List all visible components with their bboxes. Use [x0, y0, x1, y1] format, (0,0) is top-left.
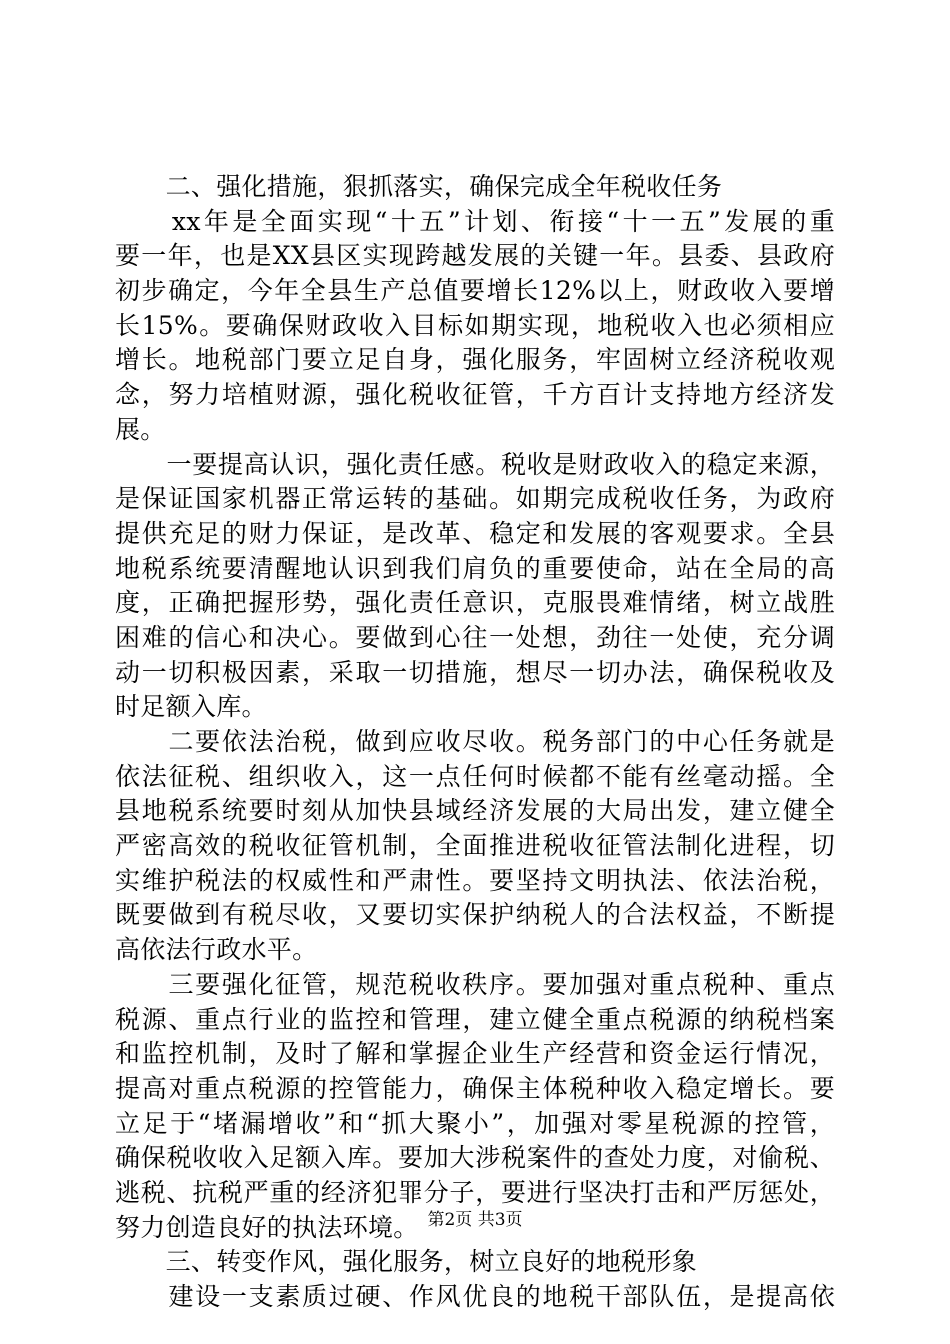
text-line: 依法征税、组织收入，这一点任何时候都不能有丝毫动摇。全	[115, 761, 835, 791]
text-line: 度，正确把握形势，强化责任意识，克服畏难情绪，树立战胜	[115, 588, 835, 618]
text-line: 是保证国家机器正常运转的基础。如期完成税收任务，为政府	[115, 484, 835, 514]
text-line: 要一年，也是XX县区实现跨越发展的关键一年。县委、县政府	[115, 241, 835, 271]
text-line: 确保税收收入足额入库。要加大涉税案件的查处力度，对偷税、	[115, 1143, 835, 1173]
text-line: 提高对重点税源的控管能力，确保主体税种收入稳定增长。要	[115, 1073, 835, 1103]
text-line: 二要依法治税，做到应收尽收。税务部门的中心任务就是	[115, 727, 835, 756]
document-body	[115, 170, 835, 1315]
text-line: xx年是全面实现“十五”计划、衔接“十一五”发展的重	[115, 206, 835, 236]
text-line: 税源、重点行业的监控和管理，建立健全重点税源的纳税档案	[115, 1004, 835, 1034]
text-line: 实维护税法的权威性和严肃性。要坚持文明执法、依法治税，	[115, 865, 835, 895]
text-line: 三要强化征管，规范税收秩序。要加强对重点税种、重点	[115, 969, 835, 999]
text-line: 建设一支素质过硬、作风优良的地税干部队伍，是提高依	[115, 1282, 835, 1311]
text-line: 逃税、抗税严重的经济犯罪分子，要进行坚决打击和严厉惩处，	[115, 1177, 835, 1207]
text-line: 增长。地税部门要立足自身，强化服务，牢固树立经济税收观	[115, 345, 835, 375]
text-line: 提供充足的财力保证，是改革、稳定和发展的客观要求。全县	[115, 518, 835, 548]
text-line: 立足于“堵漏增收”和“抓大聚小”，加强对零星税源的控管，	[115, 1108, 835, 1138]
text-line: 展。	[115, 414, 166, 444]
text-line: 和监控机制，及时了解和掌握企业生产经营和资金运行情况，	[115, 1039, 835, 1069]
text-line: 既要做到有税尽收，又要切实保护纳税人的合法权益，不断提	[115, 900, 835, 930]
text-line: 时足额入库。	[115, 692, 267, 722]
text-line: 县地税系统要时刻从加快县域经济发展的大局出发，建立健全	[115, 796, 835, 826]
text-line: 地税系统要清醒地认识到我们肩负的重要使命，站在全局的高	[115, 553, 835, 583]
text-line: 三、转变作风，强化服务，树立良好的地税形象	[115, 1247, 697, 1277]
text-line: 一要提高认识，强化责任感。税收是财政收入的稳定来源，	[115, 449, 835, 479]
text-line: 动一切积极因素，采取一切措施，想尽一切办法，确保税收及	[115, 657, 835, 687]
text-line: 努力创造良好的执法环境。	[115, 1212, 419, 1242]
text-line: 高依法行政水平。	[115, 935, 318, 965]
text-line: 初步确定，今年全县生产总值要增长12%以上，财政收入要增	[115, 276, 835, 306]
text-line: 念，努力培植财源，强化税收征管，千方百计支持地方经济发	[115, 380, 835, 410]
text-line: 二、强化措施，狠抓落实，确保完成全年税收任务	[115, 172, 723, 201]
text-line: 困难的信心和决心。要做到心往一处想，劲往一处使，充分调	[115, 622, 835, 652]
page-footer: 第2页 共3页	[427, 1210, 523, 1230]
text-line: 严密高效的税收征管机制，全面推进税收征管法制化进程，切	[115, 831, 835, 861]
text-line: 长15%。要确保财政收入目标如期实现，地税收入也必须相应	[115, 310, 835, 340]
